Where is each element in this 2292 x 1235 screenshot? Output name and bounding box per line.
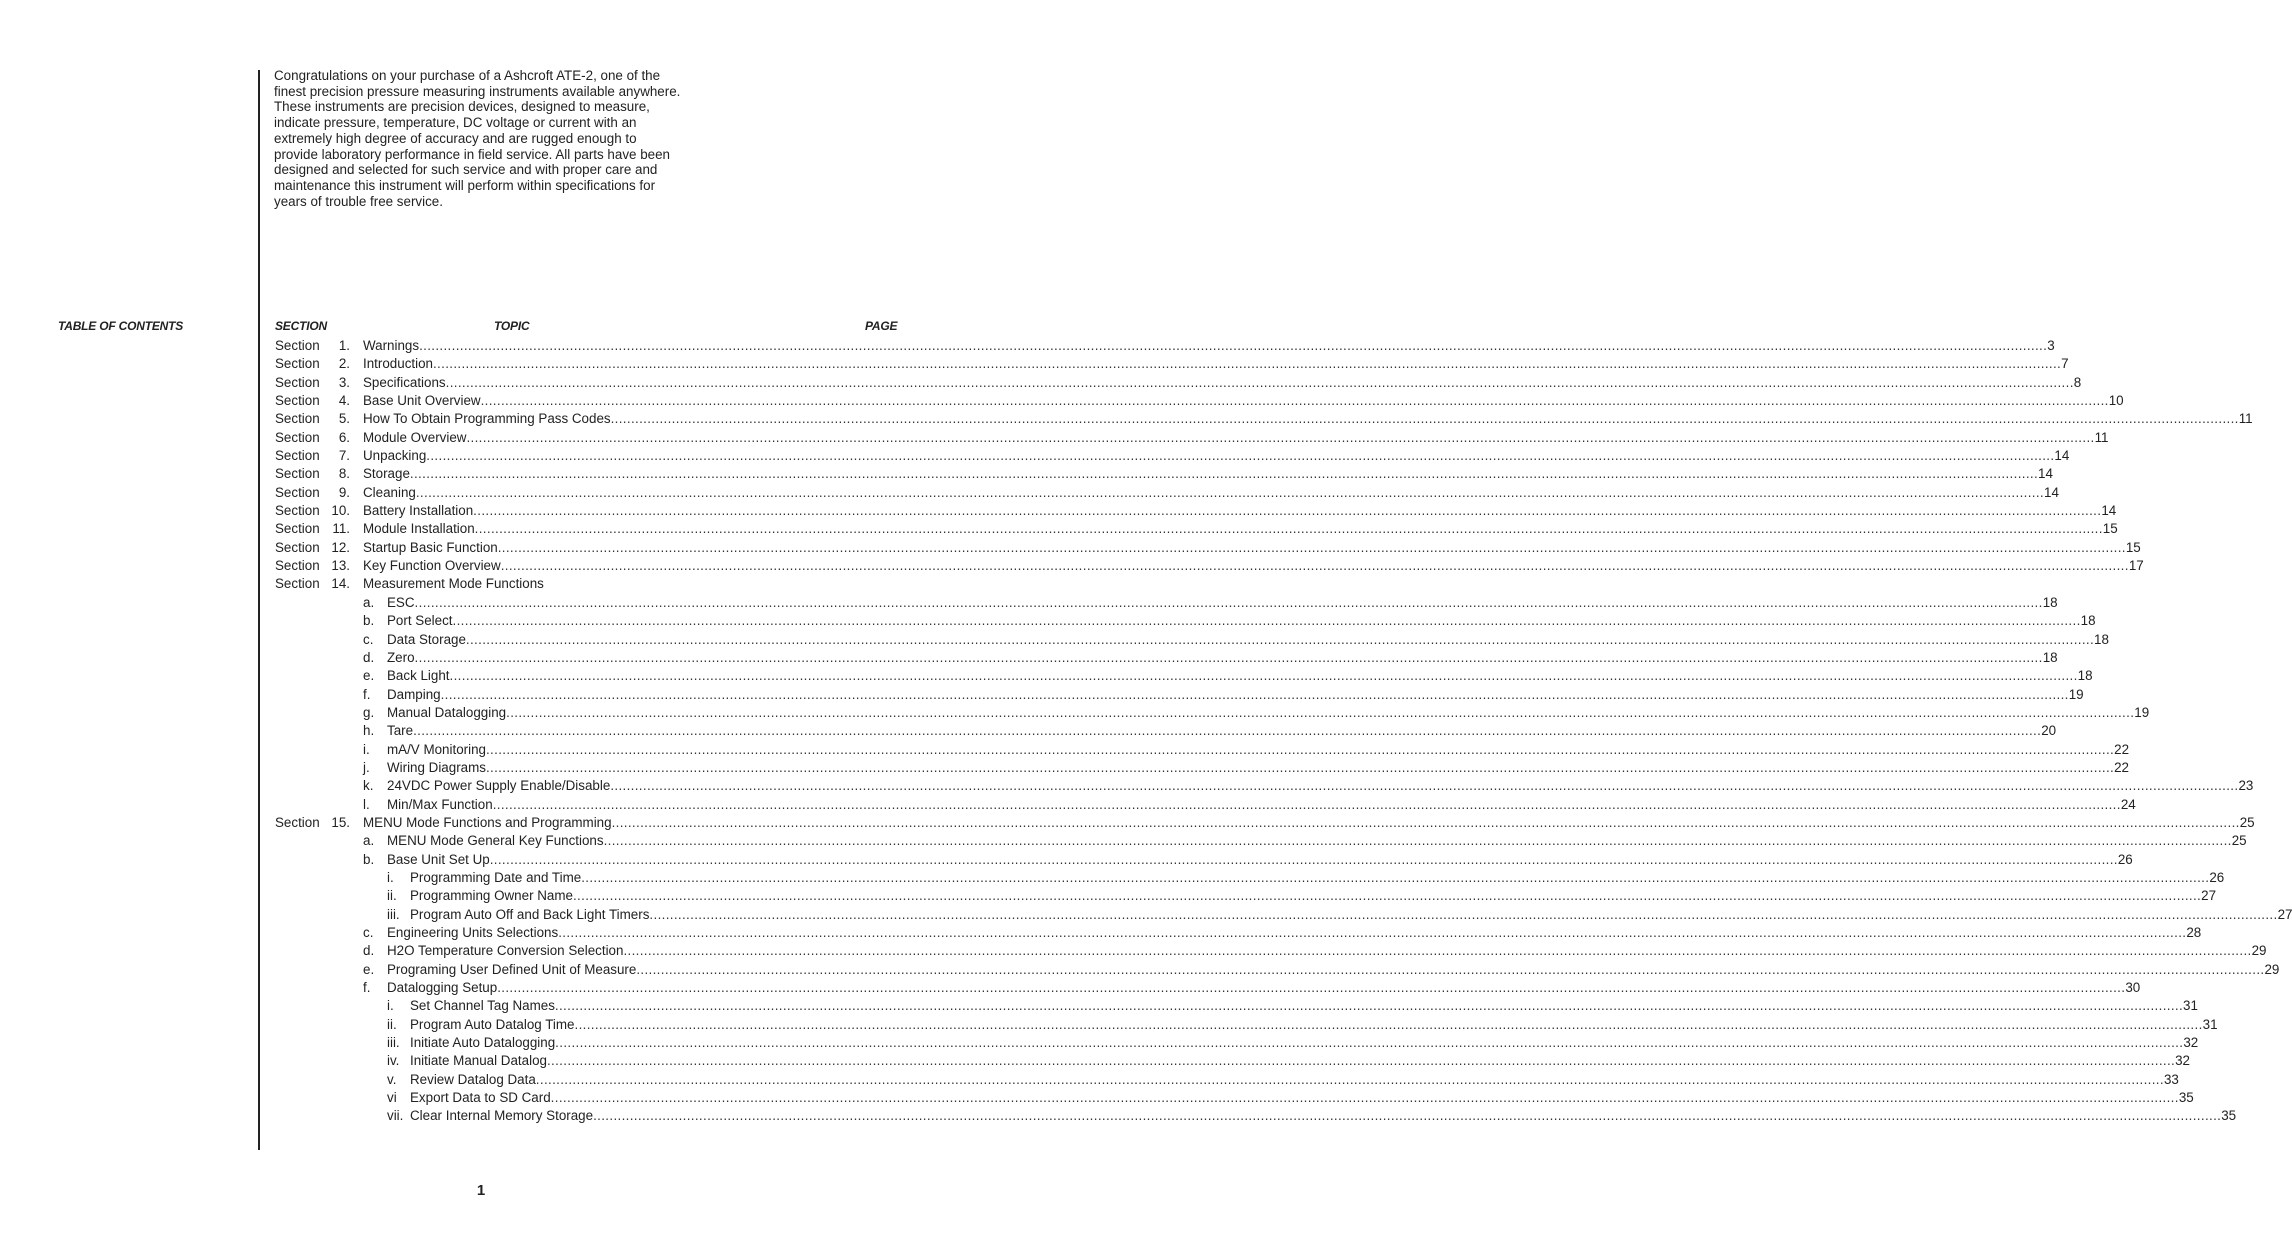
toc-entry-title: Tare (387, 723, 414, 739)
toc-dot-leader: ................................................................................................................................................................................................................................................................................................................................................................................................................ (535, 1071, 2164, 1087)
toc-entry (0, 997, 2198, 1015)
toc-entry-page: 31 (2183, 998, 2198, 1014)
toc-entry-title: Initiate Auto Datalogging (410, 1035, 556, 1051)
toc-entry-title: Cleaning (363, 484, 416, 500)
toc-dot-leader: ................................................................................................................................................................................................................................................................................................................................................................................................................ (413, 723, 2042, 739)
toc-entry-title: Warnings (363, 338, 420, 353)
toc-section-word: Section (275, 338, 320, 353)
toc-entry-page: 23 (2238, 778, 2254, 794)
toc-subsection-letter: a. (363, 833, 375, 849)
toc-entry-page: 32 (2175, 1053, 2191, 1069)
toc-entry-page: 7 (2061, 356, 2069, 372)
toc-section-number: 1. (338, 338, 350, 353)
toc-section-number: 7. (338, 448, 350, 464)
toc-entry (0, 741, 2130, 759)
toc-entry (0, 796, 2136, 814)
toc-side-label: TABLE OF CONTENTS (58, 319, 184, 333)
toc-entry-page: 27 (2201, 888, 2217, 904)
toc-entry-title: Programming Owner Name (410, 888, 573, 904)
toc-dot-leader: ................................................................................................................................................................................................................................................................................................................................................................................................................ (473, 503, 2102, 519)
toc-subsection-letter: g. (363, 704, 375, 720)
table-of-contents (0, 337, 2292, 1126)
toc-section-word: Section (275, 356, 320, 372)
toc-entry-page: 20 (2041, 723, 2057, 739)
toc-entry-page: 18 (2077, 668, 2093, 684)
toc-dot-leader: ................................................................................................................................................................................................................................................................................................................................................................................................................ (474, 521, 2103, 537)
toc-subsection-letter: c. (363, 631, 374, 647)
toc-entry-title: Measurement Mode Functions (363, 576, 544, 592)
toc-dot-leader: ................................................................................................................................................................................................................................................................................................................................................................................................................ (497, 539, 2126, 555)
toc-dot-leader: ................................................................................................................................................................................................................................................................................................................................................................................................................ (649, 906, 2278, 922)
toc-entry (0, 594, 2058, 612)
toc-entry (0, 392, 2124, 410)
toc-section-word: Section (275, 411, 320, 427)
toc-entry-title: MENU Mode Functions and Programming (363, 814, 612, 830)
toc-entry-page: 10 (2108, 393, 2124, 409)
toc-section-number: 8. (338, 466, 350, 482)
toc-entry-title: Export Data to SD Card (410, 1090, 551, 1106)
toc-dot-leader: ................................................................................................................................................................................................................................................................................................................................................................................................................ (440, 686, 2069, 702)
toc-entry (0, 502, 2117, 520)
toc-entry (0, 1052, 2191, 1070)
toc-dot-leader: ................................................................................................................................................................................................................................................................................................................................................................................................................ (414, 594, 2043, 610)
toc-dot-leader: ................................................................................................................................................................................................................................................................................................................................................................................................................ (546, 1053, 2176, 1069)
toc-entry-page: 18 (2042, 594, 2058, 610)
toc-entry (0, 520, 2118, 538)
toc-entry (0, 465, 2053, 483)
toc-dot-leader: ................................................................................................................................................................................................................................................................................................................................................................................................................ (550, 1090, 2179, 1106)
toc-dot-leader: ................................................................................................................................................................................................................................................................................................................................................................................................................ (426, 448, 2055, 464)
toc-dot-leader: ................................................................................................................................................................................................................................................................................................................................................................................................................ (466, 429, 2095, 445)
toc-entry-page: 29 (2264, 961, 2280, 977)
toc-entry-title: Min/Max Function (387, 796, 493, 812)
toc-entry (0, 722, 2057, 740)
toc-subsubsection-numeral: iii. (387, 906, 400, 922)
toc-subsubsection-numeral: i. (387, 869, 394, 885)
toc-entry-title: Base Unit Overview (363, 393, 481, 409)
toc-subsubsection-numeral: vii. (387, 1108, 404, 1124)
toc-entry (0, 1016, 2218, 1034)
toc-entry-page: 25 (2231, 833, 2247, 849)
toc-entry-page: 3 (2047, 338, 2055, 353)
toc-subsection-letter: e. (363, 668, 375, 684)
toc-entry-title: MENU Mode General Key Functions (387, 833, 604, 849)
toc-subsection-letter: f. (363, 980, 371, 996)
toc-entry-title: Key Function Overview (363, 558, 501, 574)
toc-entry (0, 374, 2082, 392)
toc-entry (0, 1071, 2179, 1089)
toc-entry-title: Specifications (363, 374, 446, 390)
toc-entry-page: 35 (2221, 1108, 2237, 1124)
toc-entry-page: 26 (2209, 869, 2225, 885)
toc-entry-page: 24 (2120, 796, 2136, 812)
toc-entry-page: 22 (2114, 741, 2130, 757)
toc-entry (0, 686, 2084, 704)
toc-dot-leader: ................................................................................................................................................................................................................................................................................................................................................................................................................ (500, 558, 2129, 574)
toc-subsection-letter: e. (363, 961, 375, 977)
toc-section-number: 15. (331, 814, 350, 830)
toc-entry (0, 429, 2109, 447)
toc-dot-leader: ................................................................................................................................................................................................................................................................................................................................................................................................................ (506, 704, 2135, 720)
toc-dot-leader: ................................................................................................................................................................................................................................................................................................................................................................................................................ (555, 1035, 2184, 1051)
toc-entry-title: Damping (387, 686, 441, 702)
toc-subsection-letter: c. (363, 925, 374, 940)
toc-dot-leader: ................................................................................................................................................................................................................................................................................................................................................................................................................ (452, 613, 2081, 629)
toc-section-number: 11. (332, 521, 350, 537)
toc-entry (0, 887, 2217, 905)
toc-section-number: 2. (338, 356, 350, 372)
toc-dot-leader: ................................................................................................................................................................................................................................................................................................................................................................................................................ (485, 759, 2115, 775)
toc-entry-page: 18 (2042, 649, 2058, 665)
toc-section-word: Section (275, 539, 320, 555)
toc-entry-title: Manual Datalogging (387, 704, 507, 720)
toc-entry-title: Module Overview (363, 429, 467, 445)
toc-entry (0, 649, 2058, 667)
toc-entry (0, 851, 2133, 869)
toc-entry-page: 11 (2094, 429, 2109, 445)
toc-section-number: 3. (338, 374, 350, 390)
toc-dot-leader: ................................................................................................................................................................................................................................................................................................................................................................................................................ (611, 814, 2240, 830)
toc-entry (0, 832, 2247, 850)
toc-entry-page: 35 (2178, 1090, 2194, 1106)
toc-subsection-letter: j. (363, 759, 370, 775)
toc-dot-leader: ................................................................................................................................................................................................................................................................................................................................................................................................................ (574, 1016, 2203, 1032)
toc-entry-title: Zero (387, 649, 415, 665)
toc-section-word: Section (275, 484, 320, 500)
toc-entry (0, 1089, 2194, 1107)
toc-entry-page: 14 (2101, 503, 2117, 519)
toc-entry-title: Review Datalog Data (410, 1071, 536, 1087)
toc-entry-page: 11 (2238, 411, 2253, 427)
toc-entry-title: 24VDC Power Supply Enable/Disable (387, 778, 611, 794)
toc-section-number: 5. (338, 411, 350, 427)
toc-dot-leader: ................................................................................................................................................................................................................................................................................................................................................................................................................ (409, 466, 2039, 482)
toc-entry-title: Wiring Diagrams (387, 759, 486, 775)
toc-entry-title: Engineering Units Selections (387, 925, 559, 940)
toc-section-number: 13. (331, 558, 350, 574)
toc-entry-page: 25 (2239, 814, 2255, 830)
toc-entry-page: 29 (2251, 943, 2267, 959)
toc-entry-title: Port Select (387, 613, 453, 629)
toc-entry-title: Back Light (387, 668, 450, 684)
toc-subsection-letter: h. (363, 723, 375, 739)
toc-section-word: Section (275, 814, 320, 830)
toc-dot-leader: ................................................................................................................................................................................................................................................................................................................................................................................................................ (603, 833, 2232, 849)
toc-entry-page: 8 (2073, 374, 2082, 390)
toc-subsection-letter: d. (363, 649, 375, 665)
toc-entry-title: Storage (363, 466, 410, 482)
toc-entry (0, 759, 2130, 777)
toc-dot-leader: ................................................................................................................................................................................................................................................................................................................................................................................................................ (610, 411, 2239, 427)
toc-entry-page: 27 (2277, 906, 2292, 922)
toc-entry-page: 14 (2038, 466, 2053, 482)
toc-entry (0, 612, 2096, 630)
toc-entry-title: Module Installation (363, 521, 475, 537)
toc-subsubsection-numeral: vi (387, 1090, 397, 1106)
toc-section-word: Section (275, 448, 320, 464)
toc-section-word: Section (275, 429, 320, 445)
toc-entry (0, 539, 2141, 557)
toc-entry-page: 18 (2080, 613, 2096, 629)
toc-dot-leader: ................................................................................................................................................................................................................................................................................................................................................................................................................ (581, 869, 2210, 885)
toc-entry-page: 17 (2128, 558, 2144, 574)
toc-dot-leader: ................................................................................................................................................................................................................................................................................................................................................................................................................ (480, 393, 2109, 409)
toc-dot-leader: ................................................................................................................................................................................................................................................................................................................................................................................................................ (449, 668, 2078, 684)
toc-entry-page: 26 (2117, 851, 2133, 867)
toc-section-word: Section (275, 576, 320, 592)
toc-subsection-letter: f. (363, 686, 371, 702)
toc-entry-page: 33 (2163, 1071, 2179, 1087)
toc-dot-leader: ................................................................................................................................................................................................................................................................................................................................................................................................................ (558, 925, 2187, 940)
toc-entry (0, 667, 2093, 685)
toc-subsection-letter: l. (363, 796, 370, 812)
toc-subsubsection-numeral: ii. (387, 888, 397, 904)
toc-entry (0, 355, 2069, 373)
toc-section-number: 12. (331, 539, 350, 555)
toc-section-word: Section (275, 393, 320, 409)
toc-entry (0, 961, 2280, 979)
toc-entry (0, 484, 2059, 502)
toc-subsubsection-numeral: ii. (387, 1016, 397, 1032)
toc-dot-leader: ................................................................................................................................................................................................................................................................................................................................................................................................................ (492, 796, 2121, 812)
toc-entry (0, 924, 2202, 942)
toc-subsection-letter: k. (363, 778, 374, 794)
toc-entry (0, 1034, 2199, 1052)
toc-entry (0, 557, 2144, 575)
toc-entry-page: 30 (2125, 980, 2141, 996)
toc-entry-title: Set Channel Tag Names (410, 998, 555, 1014)
toc-dot-leader: ................................................................................................................................................................................................................................................................................................................................................................................................................ (610, 778, 2239, 794)
toc-entry (0, 777, 2254, 795)
toc-entry-title: mA/V Monitoring (387, 741, 486, 757)
toc-entry-title: Data Storage (387, 631, 466, 647)
toc-entry (0, 704, 2150, 722)
toc-entry-title: Datalogging Setup (387, 980, 498, 996)
toc-section-number: 4. (338, 393, 350, 409)
toc-entry-title: Programing User Defined Unit of Measure (387, 961, 637, 977)
toc-subsubsection-numeral: i. (387, 998, 394, 1014)
toc-dot-leader: ................................................................................................................................................................................................................................................................................................................................................................................................................ (497, 980, 2126, 996)
toc-section-number: 10. (331, 503, 350, 519)
intro-paragraph: Congratulations on your purchase of a Ashcroft ATE-2, one of the finest precision pressure measuring instruments available anywhere. These instruments are precision devices, designed to measure, indicate pressure, temperature, DC voltage or current with an extremely high degree of accuracy and are rugged enough to provide laboratory performance in field service. All parts have been designed and selected for such service and with proper care and maintenance this instrument will perform within specifications for years of trouble free service. (274, 68, 681, 209)
toc-entry (0, 337, 2055, 355)
toc-entry-page: 31 (2202, 1016, 2218, 1032)
toc-entry (0, 631, 2109, 649)
toc-entry (0, 447, 2070, 465)
toc-dot-leader: ................................................................................................................................................................................................................................................................................................................................................................................................................ (572, 888, 2202, 904)
page-number: 1 (476, 1182, 486, 1199)
toc-entry (0, 942, 2267, 960)
toc-dot-leader: ................................................................................................................................................................................................................................................................................................................................................................................................................ (554, 998, 2184, 1014)
toc-entry-title: Unpacking (363, 448, 427, 464)
toc-entry-page: 15 (2102, 521, 2118, 537)
toc-entry-page: 14 (2044, 484, 2059, 500)
toc-subsection-letter: d. (363, 943, 375, 959)
toc-entry (0, 410, 2253, 428)
toc-subsection-letter: b. (363, 851, 375, 867)
toc-subsection-letter: b. (363, 613, 375, 629)
toc-entry-title: How To Obtain Programming Pass Codes (363, 411, 611, 427)
toc-dot-leader: ................................................................................................................................................................................................................................................................................................................................................................................................................ (465, 631, 2095, 647)
toc-dot-leader: ................................................................................................................................................................................................................................................................................................................................................................................................................ (445, 374, 2074, 390)
toc-entry-page: 19 (2134, 704, 2150, 720)
toc-subsubsection-numeral: iii. (387, 1035, 400, 1051)
toc-entry-page: 28 (2186, 925, 2202, 940)
toc-dot-leader: ................................................................................................................................................................................................................................................................................................................................................................................................................ (414, 649, 2043, 665)
toc-entry-title: Initiate Manual Datalog (410, 1053, 547, 1069)
toc-dot-leader: ................................................................................................................................................................................................................................................................................................................................................................................................................ (489, 851, 2118, 867)
toc-entry-page: 18 (2094, 631, 2109, 647)
toc-entry-title: Program Auto Off and Back Light Timers (410, 906, 650, 922)
toc-section-word: Section (275, 521, 320, 537)
toc-entry-title: ESC (387, 594, 415, 610)
toc-entry-title: Battery Installation (363, 503, 474, 519)
toc-entry-page: 14 (2054, 448, 2070, 464)
toc-entry (0, 906, 2292, 924)
toc-entry-page: 15 (2125, 539, 2141, 555)
toc-section-number: 6. (338, 429, 350, 445)
toc-section-number: 14. (331, 576, 350, 592)
toc-section-number: 9. (338, 484, 350, 500)
toc-subsection-letter: a. (363, 594, 375, 610)
toc-entry-title: H2O Temperature Conversion Selection (387, 943, 624, 959)
toc-entry-title: Introduction (363, 356, 433, 372)
toc-entry (0, 1107, 2237, 1125)
toc-dot-leader: ................................................................................................................................................................................................................................................................................................................................................................................................................ (432, 356, 2062, 372)
toc-section-word: Section (275, 503, 320, 519)
toc-subsubsection-numeral: iv. (387, 1053, 400, 1069)
toc-entry-page: 32 (2183, 1035, 2199, 1051)
toc-subsubsection-numeral: v. (387, 1071, 397, 1087)
toc-entry-title: Program Auto Datalog Time (410, 1016, 575, 1032)
toc-entry-page: 19 (2068, 686, 2084, 702)
toc-entry-title: Clear Internal Memory Storage (410, 1108, 594, 1124)
toc-section-word: Section (275, 466, 320, 482)
toc-subsection-letter: i. (363, 741, 370, 757)
toc-entry (0, 575, 954, 593)
toc-entry-title: Startup Basic Function (363, 539, 498, 555)
toc-dot-leader: ................................................................................................................................................................................................................................................................................................................................................................................................................ (593, 1108, 2222, 1124)
toc-dot-leader: ................................................................................................................................................................................................................................................................................................................................................................................................................ (636, 961, 2265, 977)
toc-dot-leader: ................................................................................................................................................................................................................................................................................................................................................................................................................ (415, 484, 2044, 500)
toc-entry-title: Base Unit Set Up (387, 851, 490, 867)
toc-entry-title: Programming Date and Time (410, 869, 582, 885)
toc-header-topic: TOPIC (494, 319, 530, 333)
toc-section-word: Section (275, 558, 320, 574)
toc-header-section: SECTION (275, 319, 327, 333)
toc-entry (0, 814, 2255, 832)
toc-header-page: PAGE (865, 319, 898, 333)
toc-section-word: Section (275, 374, 320, 390)
toc-entry (0, 869, 2225, 887)
toc-dot-leader: ................................................................................................................................................................................................................................................................................................................................................................................................................ (485, 741, 2115, 757)
toc-entry-page: 22 (2114, 759, 2130, 775)
toc-dot-leader: ................................................................................................................................................................................................................................................................................................................................................................................................................ (623, 943, 2252, 959)
toc-entry (0, 979, 2141, 997)
toc-dot-leader: ................................................................................................................................................................................................................................................................................................................................................................................................................ (419, 338, 2048, 353)
